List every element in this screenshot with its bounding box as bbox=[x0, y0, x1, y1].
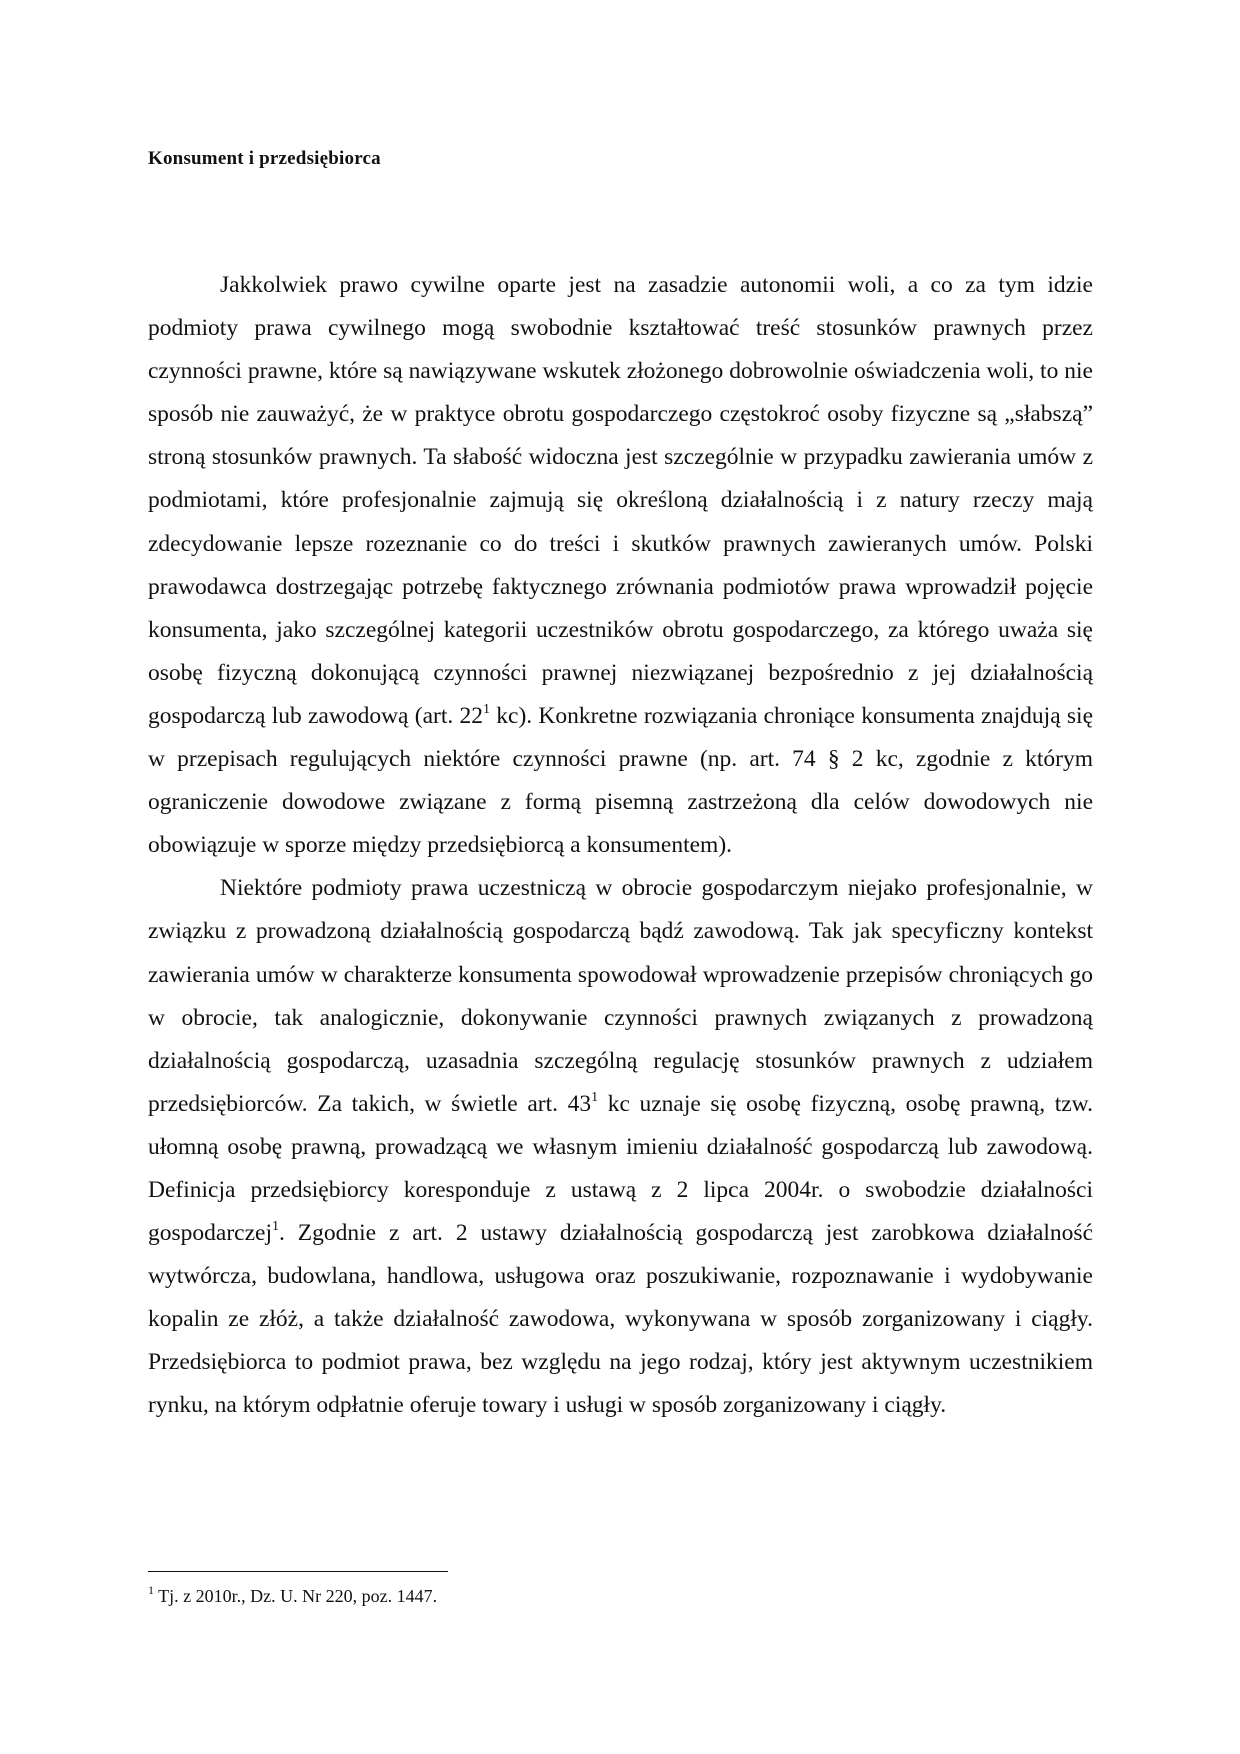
paragraph-1-text-b: kc). Konkretne rozwiązania chroniące konsumenta znajdują się w przepisach regulujących niektóre czynności prawne (np. art. 74 § 2 kc, zgodnie z którym ograniczenie dowodowe związane z formą pisemną zastrzeżoną dla celów dowodowych nie obowiązuje w sporze między przedsiębiorcą a konsumentem). bbox=[148, 702, 1093, 859]
footnote-reference: 1 bbox=[271, 1219, 279, 1235]
superscript-marker: 1 bbox=[591, 1089, 599, 1105]
paragraph-2 bbox=[148, 867, 1093, 1427]
document-body bbox=[148, 264, 1093, 1428]
footnote-text: Tj. z 2010r., Dz. U. Nr 220, poz. 1447. bbox=[154, 1586, 438, 1606]
superscript-marker: 1 bbox=[483, 702, 490, 718]
paragraph-1 bbox=[148, 264, 1093, 867]
footnote bbox=[148, 1583, 438, 1607]
document-title: Konsument i przedsiębiorca bbox=[148, 148, 381, 169]
footnote-separator bbox=[148, 1571, 448, 1572]
footnote-marker: 1 bbox=[148, 1583, 154, 1597]
paragraph-2-text-a: Niektóre podmioty prawa uczestniczą w obrocie gospodarczym niejako profesjonalnie, w związku z prowadzoną działalnością gospodarczą bądź zawodową. Tak jak specyficzny kontekst zawierania umów w charakterze konsumenta spowodował wprowadzenie przepisów chroniących go w obrocie, tak analogicznie, dokonywanie czynności prawnych związanych z prowadzoną działalnością gospodarczą, uzasadnia szczególną regulację stosunków prawnych z udziałem przedsiębiorców. Za takich, w świetle art. 43 bbox=[148, 875, 1093, 1117]
paragraph-2-text-b: kc uznaje się osobę fizyczną, osobę prawną, tzw. ułomną osobę prawną, prowadzącą we własnym imieniu działalność gospodarczą lub zawodową. Definicja przedsiębiorcy koresponduje z ustawą z 2 lipca 2004r. o swobodzie działalności gospodarczej bbox=[148, 1090, 1093, 1247]
paragraph-2-text-c: . Zgodnie z art. 2 ustawy działalnością gospodarczą jest zarobkowa działalność wytwórcza, budowlana, handlowa, usługowa oraz poszukiwanie, rozpoznawanie i wydobywanie kopalin ze złóż, a także działalność zawodowa, wykonywana w sposób zorganizowany i ciągły. Przedsiębiorca to podmiot prawa, bez względu na jego rodzaj, który jest aktywnym uczestnikiem rynku, na którym odpłatnie oferuje towary i usługi w sposób zorganizowany i ciągły. bbox=[148, 1220, 1093, 1419]
paragraph-1-text-a: Jakkolwiek prawo cywilne oparte jest na zasadzie autonomii woli, a co za tym idzie podmioty prawa cywilnego mogą swobodnie kształtować treść stosunków prawnych przez czynności prawne, które są nawiązywane wskutek złożonego dobrowolnie oświadczenia woli, to nie sposób nie zauważyć, że w praktyce obrotu gospodarczego częstokroć osoby fizyczne są „słabszą” stroną stosunków prawnych. Ta słabość widoczna jest szczególnie w przypadku zawierania umów z podmiotami, które profesjonalnie zajmują się określoną działalnością i z natury rzeczy mają zdecydowanie lepsze rozeznanie co do treści i skutków prawnych zawieranych umów. Polski prawodawca dostrzegając potrzebę faktycznego zrównania podmiotów prawa wprowadził pojęcie konsumenta, jako szczególnej kategorii uczestników obrotu gospodarczego, za którego uważa się osobę fizyczną dokonującą czynności prawnej niezwiązanej bezpośrednio z jej działalnością gospodarczą lub zawodową (art. 22 bbox=[148, 272, 1093, 729]
